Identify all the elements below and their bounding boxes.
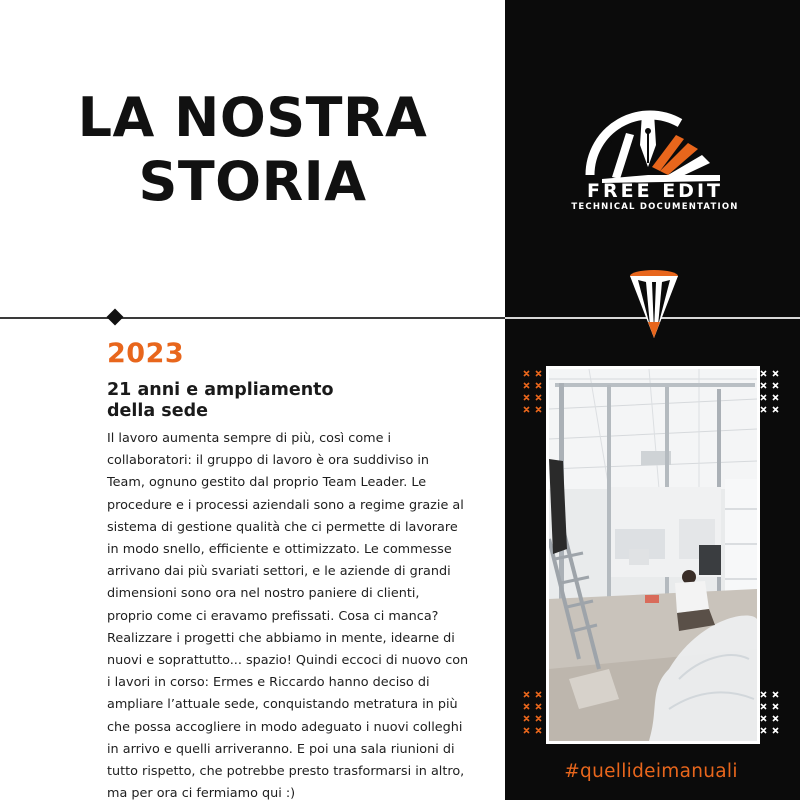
timeline-line bbox=[0, 317, 505, 319]
page-title bbox=[0, 86, 505, 214]
body-line: che possa accogliere in modo adeguato i nuovi colleghi bbox=[107, 719, 463, 735]
body-line: ma per ora ci fermiamo qui :) bbox=[107, 786, 296, 802]
brand-name: FREE EDIT bbox=[587, 180, 723, 202]
office-renovation-photo bbox=[549, 369, 757, 741]
subtitle-line-2: della sede bbox=[107, 401, 208, 421]
entry-year: 2023 bbox=[107, 338, 185, 369]
body-line: sistema di gestione qualità che ci permette di lavorare bbox=[107, 519, 458, 535]
entry-subtitle bbox=[107, 380, 447, 422]
body-line: dimensioni sono ora nel nostro paniere di clienti, bbox=[107, 586, 420, 602]
subtitle-line-1: 21 anni e ampliamento bbox=[107, 380, 334, 400]
body-line: Team, ognuno gestito dal proprio Team Leader. Le bbox=[107, 475, 427, 491]
body-line: Il lavoro aumenta sempre di più, così come i bbox=[107, 431, 392, 446]
body-line: Realizzare i progetti che abbiamo in mente, idearne di bbox=[107, 630, 455, 646]
body-line: ampliare l’attuale sede, conquistando metratura in più bbox=[107, 697, 458, 713]
body-line: tutto rispetto, che potrebbe presto trasformarsi in altro, bbox=[107, 764, 465, 780]
entry-body bbox=[107, 428, 469, 805]
body-line: procedure e i processi aziendali sono a regime grazie al bbox=[107, 497, 464, 513]
free-edit-logo-icon bbox=[580, 105, 725, 183]
body-line: proprio come ci eravamo prefissati. Cosa ci manca? bbox=[107, 608, 439, 624]
pencil-tip-icon bbox=[628, 270, 680, 340]
body-line: in arrivo e quelli arriveranno. E poi una sala riunioni di bbox=[107, 741, 455, 757]
body-line: collaboratori: il gruppo di lavoro è ora suddiviso in bbox=[107, 453, 430, 469]
body-line: in modo snello, efficiente e ottimizzato. Le commesse bbox=[107, 542, 452, 558]
body-line: arrivano dai più svariati settori, e le aziende di grandi bbox=[107, 564, 451, 580]
body-line: i lavori in corso: Ermes e Riccardo hanno deciso di bbox=[107, 675, 430, 691]
brand-tagline: TECHNICAL DOCUMENTATION bbox=[571, 202, 739, 212]
hashtag: #quellideimanuali bbox=[564, 761, 738, 782]
body-line: nuovi e soprattutto... spazio! Quindi eccoci di nuovo con bbox=[107, 653, 469, 669]
title-line-2: STORIA bbox=[138, 150, 367, 213]
title-line-1: LA NOSTRA bbox=[77, 86, 428, 149]
